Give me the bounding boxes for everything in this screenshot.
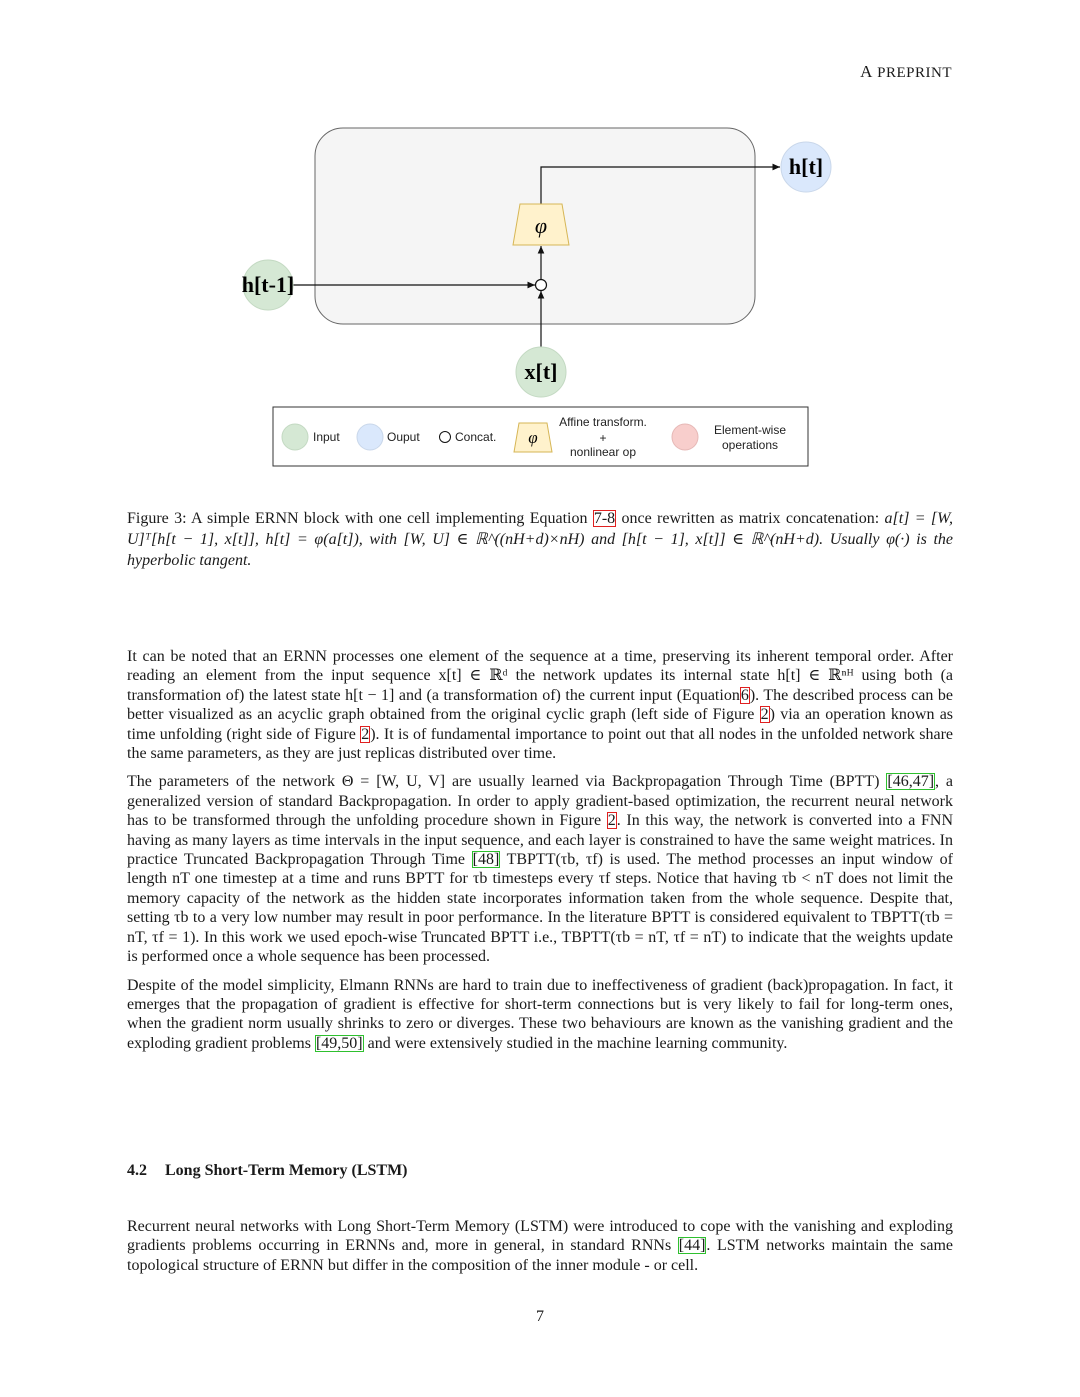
legend-elementwise-label-1: Element-wise [713, 423, 787, 437]
p2-figure-ref[interactable]: 2 [607, 812, 616, 830]
running-head-initial: A [860, 62, 873, 81]
legend-concat-swatch [440, 432, 451, 443]
caption-equation-ref[interactable]: 7-8 [593, 510, 616, 527]
legend-concat-label: Concat. [455, 430, 497, 444]
legend-output-label: Ouput [387, 430, 420, 444]
caption-suffix: once rewritten as matrix concatenation: [621, 510, 880, 527]
p1-figure-ref-1[interactable]: 2 [760, 706, 769, 724]
legend-elementwise-label-2: operations [721, 438, 779, 452]
paragraph-1 [127, 647, 953, 763]
output-label: h[t] [788, 154, 824, 179]
page-number: 7 [536, 1308, 544, 1325]
legend-affine-plus: + [599, 431, 607, 445]
input-label: x[t] [524, 359, 558, 384]
p2-citation-48[interactable]: [48] [472, 851, 500, 869]
running-head-rest: PREPRINT [877, 65, 952, 81]
figure-caption [127, 508, 953, 571]
legend-affine-label-2: nonlinear op [569, 445, 637, 459]
p2-citation-46-47[interactable]: [46,47] [887, 773, 935, 791]
concat-node [536, 280, 547, 291]
p1-text-b: ). The described process can be better visualized as an acyclic graph obtained from the original cyclic graph (left side of Figure [127, 686, 954, 724]
legend-elementwise-swatch [672, 424, 698, 450]
legend-phi-label: φ [528, 428, 538, 447]
legend-affine-label-1: Affine transform. [559, 415, 647, 429]
ernn-diagram [0, 0, 1080, 480]
caption-final-text: φ(·) is the hyperbolic tangent. [127, 531, 953, 569]
p4-text-a: Recurrent neural networks with Long Short-Term Memory (LSTM) were introduced to cope with the vanishing and exploding gradients problems occurring in ERNNs and, more in general, in standard RNNs [127, 1218, 953, 1255]
p1-text-c: ) via an operation known as time unfolding (right side of Figure [127, 706, 954, 743]
paragraph-3 [127, 976, 953, 1054]
p1-equation-ref[interactable]: 6 [740, 686, 749, 704]
ernn-figure [0, 0, 1080, 480]
p2-text-b: , a generalized version of standard Backpropagation. In order to apply gradient-based optimization, the recurrent neural network has to be transformed through the unfolding procedure shown in Figure [127, 773, 954, 830]
section-title: Long Short-Term Memory (LSTM) [165, 1162, 408, 1179]
phi-label: φ [534, 213, 548, 238]
p3-text-b: and were extensively studied in the machine learning community. [367, 1034, 788, 1052]
legend-input-label: Input [313, 430, 340, 444]
p2-text-c: . In this way, the network is converted into a FNN having as many layers as time intervals in the input sequence, and each layer is constrained to have the same weight matrices. In practice Truncated Backpropagation Through Time [127, 812, 954, 869]
paragraph-2 [127, 772, 953, 966]
prev-state-label: h[t-1] [241, 272, 295, 297]
section-heading [127, 1162, 408, 1180]
p3-citation-49-50[interactable]: [49,50] [315, 1034, 363, 1052]
p1-figure-ref-2[interactable]: 2 [361, 725, 370, 743]
p4-citation-44[interactable]: [44] [678, 1237, 706, 1255]
section-number: 4.2 [127, 1162, 147, 1179]
legend-input-swatch [282, 424, 308, 450]
body-text-lower [127, 1217, 953, 1284]
p4-text-b: . LSTM networks maintain the same topological structure of ERNN but differ in the composition of the inner module - or cell. [127, 1237, 953, 1274]
paragraph-4 [127, 1217, 953, 1275]
caption-prefix: Figure 3: A simple ERNN block with one cell implementing Equation [127, 510, 588, 527]
body-text-upper [127, 647, 953, 1062]
p1-text-a: It can be noted that an ERNN processes one element of the sequence at a time, preserving its inherent temporal order. After reading an element from the input sequence x[t] ∈ ℝᵈ the network updates its internal state h[t] ∈ ℝⁿᴴ using both (a transformation of) the latest state h[t − 1] and (a transformation of) the current input (Equation [127, 648, 953, 704]
p3-text-a: Despite of the model simplicity, Elmann RNNs are hard to train due to ineffectiveness of gradient (back)propagation. In fact, it emerges that the propagation of gradient is effective for short-term connections but is very likely to fail for long-term ones, when the gradient norm usually shrinks to zero or diverges. These two behaviours are known as the vanishing gradient and the exploding gradient problems [127, 976, 953, 1052]
p1-text-d: ). It is of fundamental importance to point out that all nodes in the unfolded network share the same parameters, as they are just replicas distributed over time. [127, 725, 954, 763]
p2-text-a: The parameters of the network Θ = [W, U, V] are usually learned via Backpropagation Through Time (BPTT) [127, 773, 880, 791]
p2-text-d: TBPTT(τb, τf) is used. The method processes an input window of length nT one timestep at a time and runs BPTT for τb timesteps every τf steps. Notice that having τb < nT does not limit the memory capacity of the network as the hidden state incorporates information taken from the whole sequence. Despite that, setting τb to a very low number may result in poor performance. In the literature BPTT is considered equivalent to TBPTT(τb = nT, τf = 1). In this work we used epoch-wise Truncated BPTT i.e., TBPTT(τb = nT, τf = nT) to indicate that the weights update is performed once a whole sequence has been processed. [127, 851, 953, 966]
caption-equation-text: a[t] = [W, U]ᵀ[h[t − 1], x[t]], h[t] = φ(a[t]), with [W, U] ∈ ℝ^((nH+d)×nH) and [h[t − 1], x[t]] ∈ ℝ^(nH+d). Usually [127, 510, 953, 548]
legend-output-swatch [357, 424, 383, 450]
